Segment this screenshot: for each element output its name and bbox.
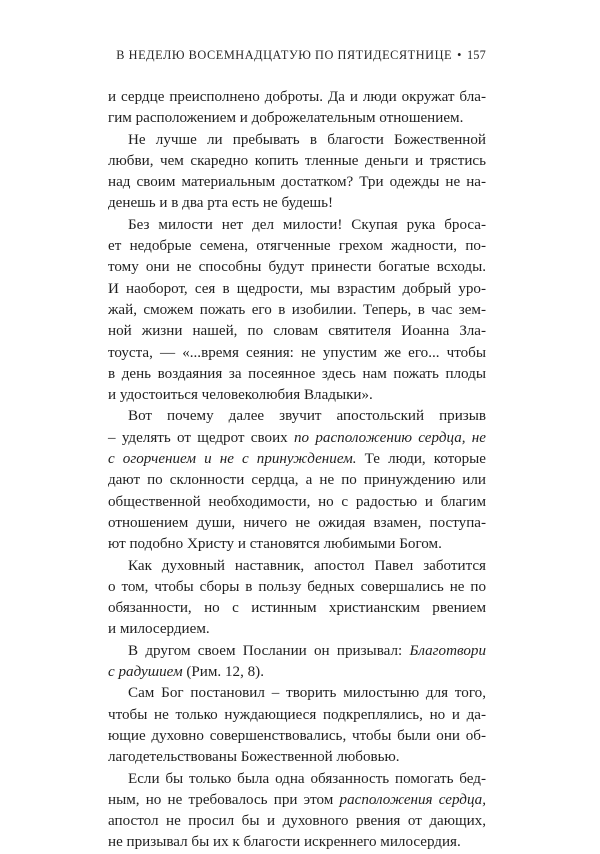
- paragraph-8: [108, 769, 486, 854]
- body-text: [108, 87, 486, 854]
- italic-quote: с радушием: [108, 664, 183, 681]
- italic-quote: с огорчением и не с принуждением.: [108, 451, 357, 468]
- text-line: денешь и в два рта есть не будешь!: [108, 195, 334, 212]
- text-line: ет недобрые семена, отягченные грехом жадности, по-: [108, 238, 486, 255]
- italic-quote: по расположению сердца, не: [293, 429, 486, 446]
- text-line: Не лучше ли пребывать в благости Божественной: [128, 131, 486, 148]
- text-line: тому они не способны будут принести богатые всходы.: [108, 259, 486, 276]
- text-line: Вот почему далее звучит апостольский призыв: [128, 408, 486, 425]
- paragraph-3: [108, 215, 486, 407]
- paragraph-2: [108, 130, 486, 215]
- header-separator: •: [457, 48, 462, 62]
- text-line: [108, 641, 486, 662]
- running-header: [108, 48, 486, 63]
- italic-quote: Благотвори: [409, 642, 486, 659]
- paragraph-7: [108, 683, 486, 768]
- text-line: [108, 790, 486, 811]
- text-line: общественной необходимости, но с радостью и благим: [108, 493, 486, 510]
- text-line: [108, 662, 486, 683]
- text-line: Без милости нет дел милости! Скупая рука броса-: [128, 216, 486, 233]
- paragraph-1: [108, 87, 486, 130]
- text-line: ющие духовно совершенствовались, чтобы были они об-: [108, 727, 486, 744]
- text-line: отношением души, ничего не ожидая взамен, поступа-: [108, 514, 486, 531]
- text-line: и милосердием.: [108, 621, 210, 638]
- text-line: о том, чтобы сборы в пользу бедных совершались не по: [108, 578, 486, 595]
- text-line: над своим материальным достатком? Три одежды не на-: [108, 174, 486, 191]
- text-run: Те люди, которые: [356, 451, 487, 468]
- text-line: [108, 449, 486, 470]
- text-run: – уделять от щедрот своих: [108, 429, 294, 446]
- text-line: обязанности, но с истинным христианским рвением: [108, 600, 486, 617]
- text-line: дают по склонности сердца, а не по принуждению или: [108, 472, 486, 489]
- text-line: Если бы только была одна обязанность помогать бед-: [128, 770, 486, 787]
- text-line: ют подобно Христу и становятся любимыми Богом.: [108, 536, 442, 553]
- text-line: гим расположением и доброжелательным отношением.: [108, 110, 464, 127]
- text-line: апостол не просил бы и духовного рвения от дающих,: [108, 813, 486, 830]
- running-title: В НЕДЕЛЮ ВОСЕМНАДЦАТУЮ ПО ПЯТИДЕСЯТНИЦЕ: [116, 48, 453, 62]
- text-line: [108, 428, 486, 449]
- paragraph-6: [108, 641, 486, 684]
- text-line: Сам Бог постановил – творить милостыню для того,: [128, 685, 486, 702]
- text-line: чтобы не только нуждающиеся подкреплялись, но и да-: [108, 706, 486, 723]
- text-run: (Рим. 12, 8).: [182, 664, 264, 681]
- paragraph-5: [108, 556, 486, 641]
- paragraph-4: [108, 406, 486, 555]
- text-run: ным, но не требовалось при этом: [108, 791, 340, 808]
- text-line: не призывал бы их к благости искреннего милосердия.: [108, 834, 461, 851]
- text-line: ной жизни нашей, по словам святителя Иоанна Зла-: [108, 323, 486, 340]
- text-line: тоуста, — «...время сеяния: не упустим же его... чтобы: [108, 344, 486, 361]
- text-line: лагодетельствованы Божественной любовью.: [108, 749, 400, 766]
- page-number: 157: [466, 48, 486, 62]
- text-line: Как духовный наставник, апостол Павел заботится: [128, 557, 486, 574]
- italic-quote: расположения сердца,: [339, 791, 486, 808]
- text-line: любви, чем скаредно копить тленные деньги и трястись: [108, 152, 486, 169]
- text-line: и удостоиться человеколюбия Владыки».: [108, 387, 373, 404]
- text-line: и сердце преисполнено доброты. Да и люди окружат бла-: [108, 89, 486, 105]
- text-line: жай, сможем пожать его в изобилии. Теперь, в час зем-: [108, 301, 486, 318]
- text-run: В другом своем Послании он призывал:: [128, 642, 410, 659]
- text-line: в день воздаяния за посеянное здесь нам пожать плоды: [108, 365, 486, 382]
- text-line: И наоборот, сея в щедрости, мы взрастим добрый уро-: [108, 280, 486, 297]
